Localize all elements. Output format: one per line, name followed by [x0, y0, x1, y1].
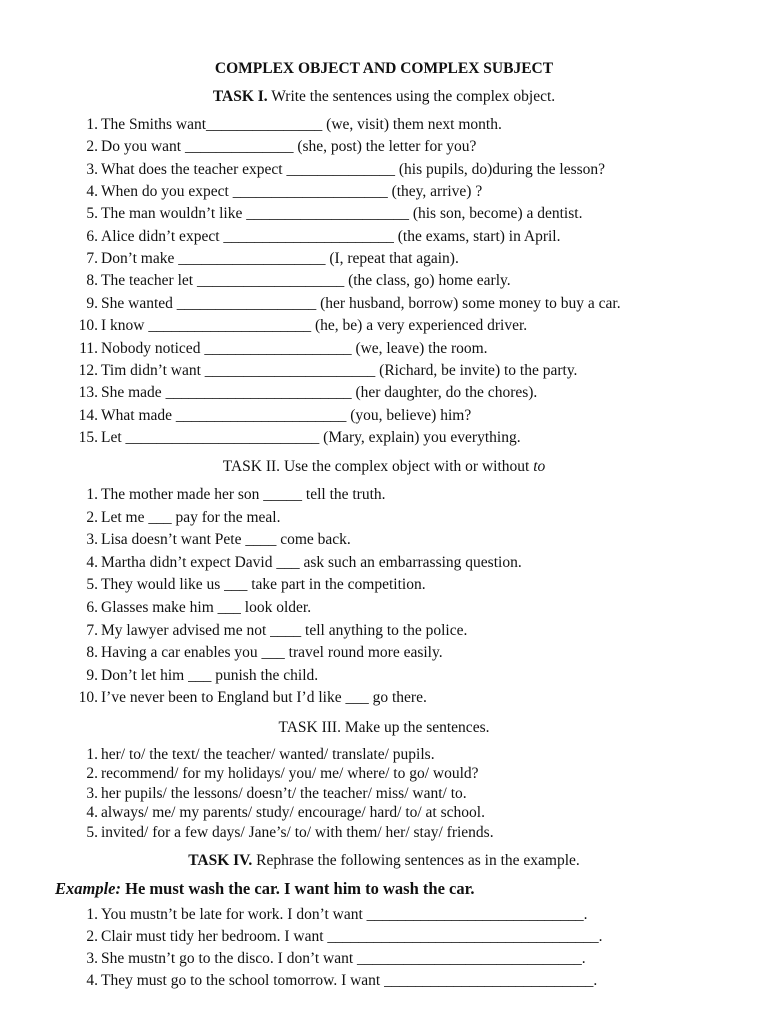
- item-text: her/ to/ the text/ the teacher/ wanted/ translate/ pupils.: [101, 746, 435, 763]
- item-text: The Smiths want_______________ (we, visit) them next month.: [101, 116, 502, 133]
- item-number: 1.: [86, 906, 98, 923]
- task4-label: TASK IV.: [188, 852, 253, 869]
- item-text: Nobody noticed ___________________ (we, leave) the room.: [101, 339, 488, 357]
- task2-label: TASK II.: [222, 458, 281, 475]
- item-number: 7.: [86, 250, 98, 268]
- item-number: 8.: [86, 272, 98, 290]
- item-number: 2.: [86, 928, 98, 946]
- item-text: Alice didn’t expect ______________________ (the exams, start) in April.: [101, 227, 561, 245]
- task3-instruction: Make up the sentences.: [340, 719, 490, 736]
- example-text: He must wash the car. I want him to wash the car.: [121, 879, 475, 898]
- item-number: 12.: [78, 361, 98, 379]
- item-text: She mustn’t go to the disco. I don’t want _____________________________.: [101, 950, 586, 968]
- task4-heading: [0, 851, 768, 871]
- item-number: 2.: [86, 138, 98, 156]
- item-number: 5.: [86, 823, 98, 841]
- item-number: 1.: [86, 486, 98, 503]
- item-number: 7.: [86, 621, 98, 639]
- task1-label: TASK I.: [212, 88, 268, 105]
- item-text: The man wouldn’t like _____________________ (his son, become) a dentist.: [101, 205, 583, 223]
- item-text: I’ve never been to England but I’d like ___ go there.: [101, 689, 427, 707]
- item-number: 1.: [86, 746, 98, 763]
- item-number: 11.: [79, 339, 98, 357]
- item-number: 4.: [86, 553, 98, 571]
- item-text: She wanted __________________ (her husband, borrow) some money to buy a car.: [101, 294, 621, 312]
- item-text: I know _____________________ (he, be) a very experienced driver.: [101, 317, 528, 335]
- task3-heading: [0, 718, 768, 738]
- item-number: 8.: [86, 644, 98, 662]
- item-number: 9.: [86, 666, 98, 684]
- item-text: her pupils/ the lessons/ doesn’t/ the teacher/ miss/ want/ to.: [101, 784, 467, 802]
- item-number: 1.: [86, 116, 98, 133]
- item-number: 2.: [86, 765, 98, 783]
- item-text: Glasses make him ___ look older.: [101, 599, 312, 616]
- item-text: You mustn’t be late for work. I don’t want ____________________________.: [101, 906, 588, 923]
- task2-heading: [0, 457, 768, 477]
- item-text: What made ______________________ (you, believe) him?: [101, 406, 472, 424]
- item-text: invited/ for a few days/ Jane’s/ to/ with them/ her/ stay/ friends.: [101, 823, 494, 841]
- item-text: What does the teacher expect ______________ (his pupils, do)during the lesson?: [101, 160, 606, 178]
- item-text: The mother made her son _____ tell the truth.: [101, 486, 386, 503]
- task4-instruction: Rephrase the following sentences as in the example.: [252, 852, 580, 869]
- item-text: They must go to the school tomorrow. I want ___________________________.: [101, 972, 598, 990]
- item-text: Clair must tidy her bedroom. I want ___________________________________.: [101, 928, 603, 946]
- item-number: 3.: [86, 531, 98, 549]
- item-number: 10.: [78, 689, 98, 707]
- item-text: recommend/ for my holidays/ you/ me/ where/ to go/ would?: [101, 765, 479, 783]
- item-number: 5.: [86, 576, 98, 594]
- item-number: 4.: [86, 183, 98, 201]
- item-number: 5.: [86, 205, 98, 223]
- task1-instruction: Write the sentences using the complex object.: [267, 88, 556, 105]
- item-text: Do you want ______________ (she, post) the letter for you?: [101, 138, 477, 156]
- item-number: 15.: [78, 428, 98, 446]
- item-number: 6.: [86, 227, 98, 245]
- item-text: She made ________________________ (her daughter, do the chores).: [101, 384, 538, 402]
- item-number: 10.: [78, 317, 98, 335]
- item-text: Don’t let him ___ punish the child.: [101, 666, 319, 684]
- task1-heading: [0, 87, 768, 107]
- item-number: 14.: [78, 406, 98, 424]
- example-line: [55, 879, 475, 899]
- item-text: Martha didn’t expect David ___ ask such an embarrassing question.: [101, 553, 522, 571]
- task2-instruction-italic: to: [533, 458, 546, 475]
- item-text: They would like us ___ take part in the competition.: [101, 576, 426, 594]
- item-text: always/ me/ my parents/ study/ encourage/ hard/ to/ at school.: [101, 804, 485, 822]
- item-text: Having a car enables you ___ travel round more easily.: [101, 644, 443, 662]
- item-number: 13.: [78, 384, 98, 402]
- task2-instruction: Use the complex object with or without: [280, 458, 534, 475]
- item-text: When do you expect ____________________ (they, arrive) ?: [101, 183, 483, 201]
- item-text: The teacher let ___________________ (the class, go) home early.: [101, 272, 511, 290]
- example-label: Example:: [55, 879, 121, 898]
- item-text: Let _________________________ (Mary, explain) you everything.: [101, 428, 521, 446]
- item-text: Tim didn’t want ______________________ (Richard, be invite) to the party.: [101, 361, 578, 379]
- item-number: 6.: [86, 599, 98, 616]
- item-number: 9.: [86, 294, 98, 312]
- item-number: 4.: [86, 972, 98, 990]
- item-text: My lawyer advised me not ____ tell anything to the police.: [101, 621, 468, 639]
- item-text: Don’t make ___________________ (I, repeat that again).: [101, 250, 459, 268]
- task3-label: TASK III.: [278, 719, 341, 736]
- item-number: 3.: [86, 784, 98, 802]
- item-number: 2.: [86, 508, 98, 526]
- page-title: COMPLEX OBJECT AND COMPLEX SUBJECT: [214, 60, 554, 77]
- item-text: Let me ___ pay for the meal.: [101, 508, 281, 526]
- item-number: 3.: [86, 950, 98, 968]
- item-number: 4.: [86, 804, 98, 822]
- item-number: 3.: [86, 160, 98, 178]
- item-text: Lisa doesn’t want Pete ____ come back.: [101, 531, 351, 549]
